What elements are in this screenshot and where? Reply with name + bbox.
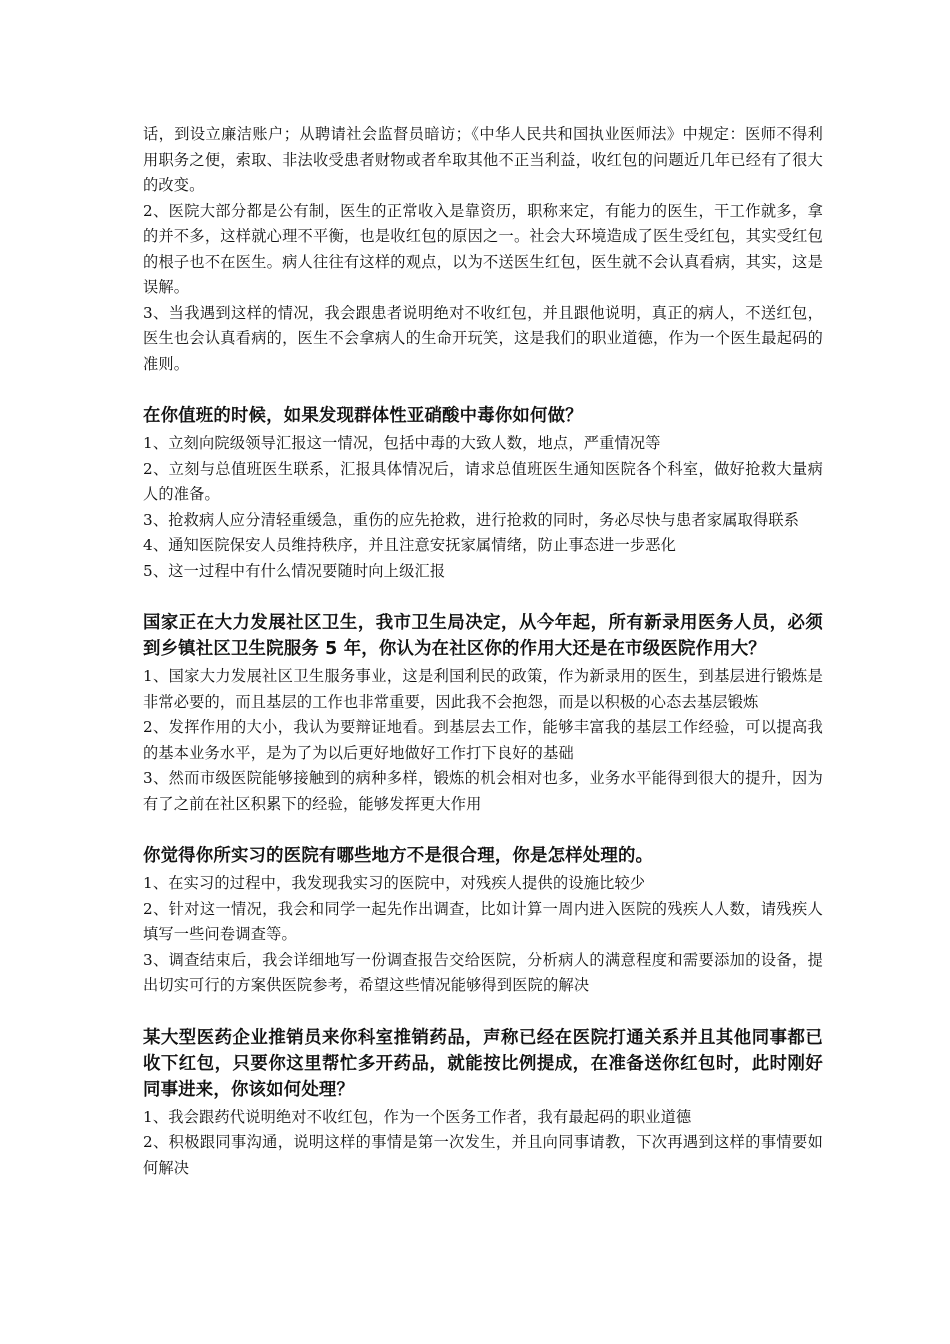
answer-item: 2、积极跟同事沟通，说明这样的事情是第一次发生，并且向同事请教，下次再遇到这样的事情要如何解决 (143, 1133, 823, 1177)
answer-item: 1、国家大力发展社区卫生服务事业，这是利国利民的政策，作为新录用的医生，到基层进行锻炼是非常必要的，而且基层的工作也非常重要，因此我不会抱怨，而是以积极的心态去基层锻炼 (143, 667, 823, 711)
qa-section-pharma-salesman (143, 1025, 823, 1182)
intro-paragraph: 3、当我遇到这样的情况，我会跟患者说明绝对不收红包，并且跟他说明，真正的病人，不送红包，医生也会认真看病的，医生不会拿病人的生命开玩笑，这是我们的职业道德，作为一个医生最起码的准则。 (143, 303, 823, 373)
question-heading: 国家正在大力发展社区卫生，我市卫生局决定，从今年起，所有新录用医务人员，必须到乡镇社区卫生院服务 5 年，你认为在社区你的作用大还是在市级医院作用大？ (143, 613, 823, 659)
qa-section-community-health (143, 610, 823, 817)
answer-item: 4、通知医院保安人员维持秩序，并且注意安抚家属情绪，防止事态进一步恶化 (143, 536, 677, 554)
intro-block (143, 122, 823, 377)
answer-item: 1、我会跟药代说明绝对不收红包，作为一个医务工作者，我有最起码的职业道德 (143, 1107, 692, 1126)
answer-item: 3、抢救病人应分清轻重缓急，重伤的应先抢救，进行抢救的同时，务必尽快与患者家属取得联系 (143, 510, 800, 529)
answer-item: 1、在实习的过程中，我发现我实习的医院中，对残疾人提供的设施比较少 (143, 874, 646, 892)
question-heading: 在你值班的时候，如果发现群体性亚硝酸中毒你如何做？ (143, 406, 583, 426)
intro-paragraph: 话，到设立廉洁账户；从聘请社会监督员暗访；《中华人民共和国执业医师法》中规定：医师不得利用职务之便，索取、非法收受患者财物或者牟取其他不正当利益，收红包的问题近几年已经有了很大的改变。 (143, 125, 823, 194)
answer-item: 2、发挥作用的大小，我认为要辩证地看。到基层去工作，能够丰富我的基层工作经验，可以提高我的基本业务水平，是为了为以后更好地做好工作打下良好的基础 (143, 718, 823, 762)
intro-paragraph: 2、医院大部分都是公有制，医生的正常收入是靠资历，职称来定，有能力的医生，干工作就多，拿的并不多，这样就心理不平衡，也是收红包的原因之一。社会大环境造成了医生受红包，其实受红包的根子也不在医生。病人往往有这样的观点，以为不送医生红包，医生就不会认真看病，其实，这是误解。 (143, 201, 823, 296)
answer-item: 1、立刻向院级领导汇报这一情况，包括中毒的大致人数，地点，严重情况等 (143, 434, 661, 452)
question-heading: 某大型医药企业推销员来你科室推销药品，声称已经在医院打通关系并且其他同事都已收下红包，只要你这里帮忙多开药品，就能按比例提成，在准备送你红包时，此时刚好同事进来，你该如何处理？ (143, 1027, 823, 1100)
answer-item: 3、调查结束后，我会详细地写一份调查报告交给医院，分析病人的满意程度和需要添加的设备，提出切实可行的方案供医院参考，希望这些情况能够得到医院的解决 (143, 950, 823, 994)
document-page (143, 122, 823, 1181)
qa-section-internship-hospital (143, 843, 823, 999)
answer-item: 5、这一过程中有什么情况要随时向上级汇报 (143, 561, 446, 580)
answer-item: 2、立刻与总值班医生联系，汇报具体情况后，请求总值班医生通知医院各个科室，做好抢救大量病人的准备。 (143, 459, 823, 503)
answer-item: 2、针对这一情况，我会和同学一起先作出调查，比如计算一周内进入医院的残疾人人数，请残疾人填写一些问卷调查等。 (143, 899, 823, 943)
question-heading: 你觉得你所实习的医院有哪些地方不是很合理，你是怎样处理的。 (143, 846, 654, 866)
answer-item: 3、然而市级医院能够接触到的病种多样，锻炼的机会相对也多，业务水平能得到很大的提升，因为有了之前在社区积累下的经验，能够发挥更大作用 (143, 769, 823, 813)
qa-section-night-shift-poisoning (143, 403, 823, 584)
